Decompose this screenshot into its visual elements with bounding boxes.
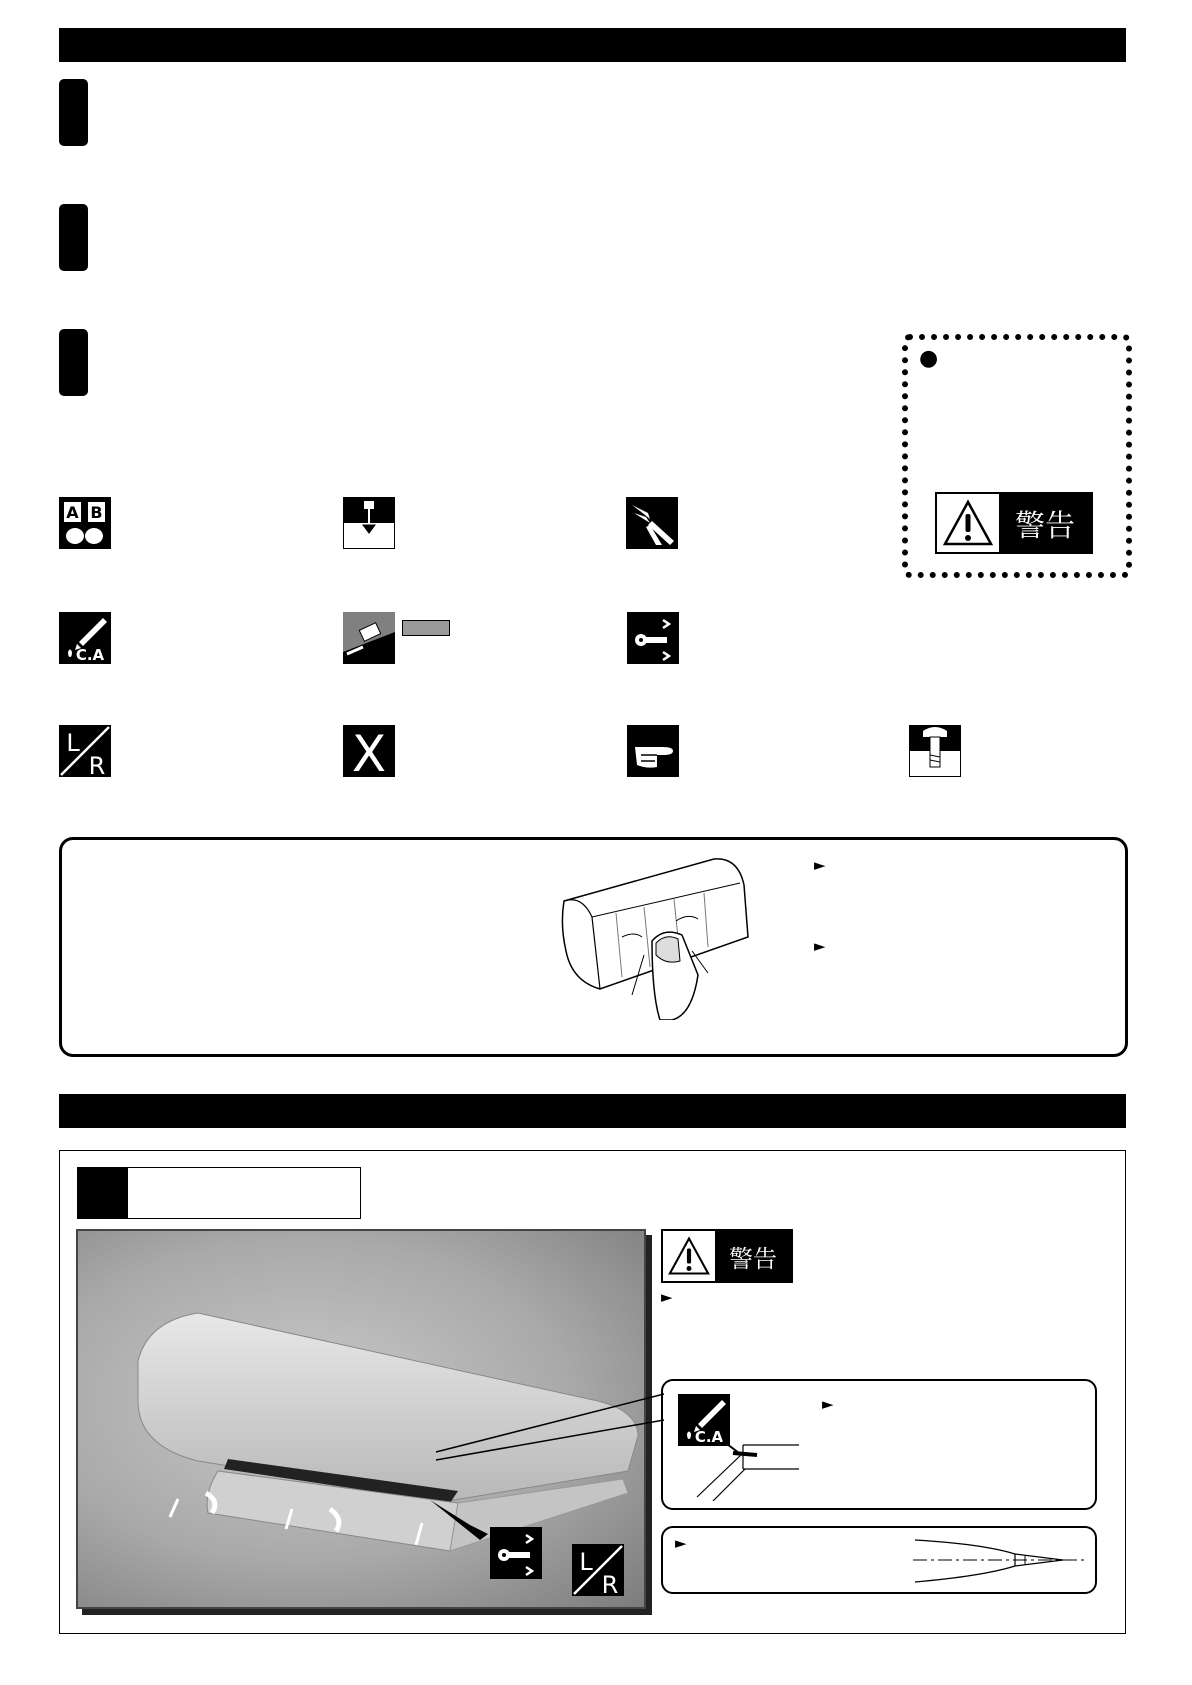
callout-ca-glue-icon — [678, 1394, 730, 1446]
taper-callout — [661, 1526, 1097, 1594]
step-warning-badge-label: 警告 — [715, 1231, 791, 1281]
step-warning-badge — [661, 1229, 793, 1283]
taper-callout-arrow: ► — [675, 1534, 687, 1552]
warning-box — [902, 334, 1132, 578]
warning-bullet: ● — [919, 346, 939, 371]
warning-badge — [935, 492, 1093, 554]
step-warning-triangle-icon — [663, 1231, 715, 1281]
ca-glue-icon — [59, 612, 111, 664]
cross-icon — [343, 725, 395, 777]
screw-icon — [909, 725, 961, 777]
step-tab-1 — [59, 79, 88, 146]
svg-text:R: R — [601, 1571, 619, 1596]
cutting-pliers-icon — [626, 497, 678, 549]
step-label-box — [77, 1167, 361, 1219]
ca-callout-arrow: ► — [822, 1395, 834, 1413]
covering-bullet-arrow-1: ► — [814, 856, 826, 874]
aileron-taper-diagram — [913, 1536, 1088, 1586]
svg-text:X: X — [351, 725, 387, 777]
section-header-bar-top — [59, 28, 1126, 62]
hinge-move-icon — [627, 612, 679, 664]
left-right-icon — [59, 725, 111, 777]
svg-text:C.A: C.A — [694, 1428, 724, 1446]
sanding-icon — [343, 612, 395, 664]
callout-pointer-lines — [430, 1390, 670, 1540]
svg-text:L: L — [579, 1548, 593, 1576]
sandpaper-swatch — [402, 620, 450, 636]
covering-bullet-arrow-2: ► — [814, 937, 826, 955]
warning-triangle-icon — [937, 494, 999, 552]
ca-glue-callout — [661, 1379, 1097, 1510]
svg-text:L: L — [66, 729, 80, 757]
hinge-joint-diagram — [693, 1441, 803, 1501]
svg-text:A: A — [66, 503, 79, 522]
step-tab-3 — [59, 329, 88, 396]
photo-left-right-icon — [572, 1544, 624, 1596]
warning-badge-label: 警告 — [999, 494, 1091, 552]
step-bullet-arrow: ► — [661, 1288, 673, 1306]
iron-wing-illustration — [552, 855, 764, 1020]
pointing-hand-icon — [627, 725, 679, 777]
svg-text:B: B — [90, 503, 103, 522]
svg-text:C.A: C.A — [75, 646, 105, 664]
drill-hole-icon — [343, 497, 395, 549]
step-tab-2 — [59, 204, 88, 271]
section-header-bar-mid — [59, 1094, 1126, 1128]
step-number-block — [78, 1168, 128, 1218]
svg-text:R: R — [88, 752, 106, 777]
ab-epoxy-icon — [59, 497, 111, 549]
